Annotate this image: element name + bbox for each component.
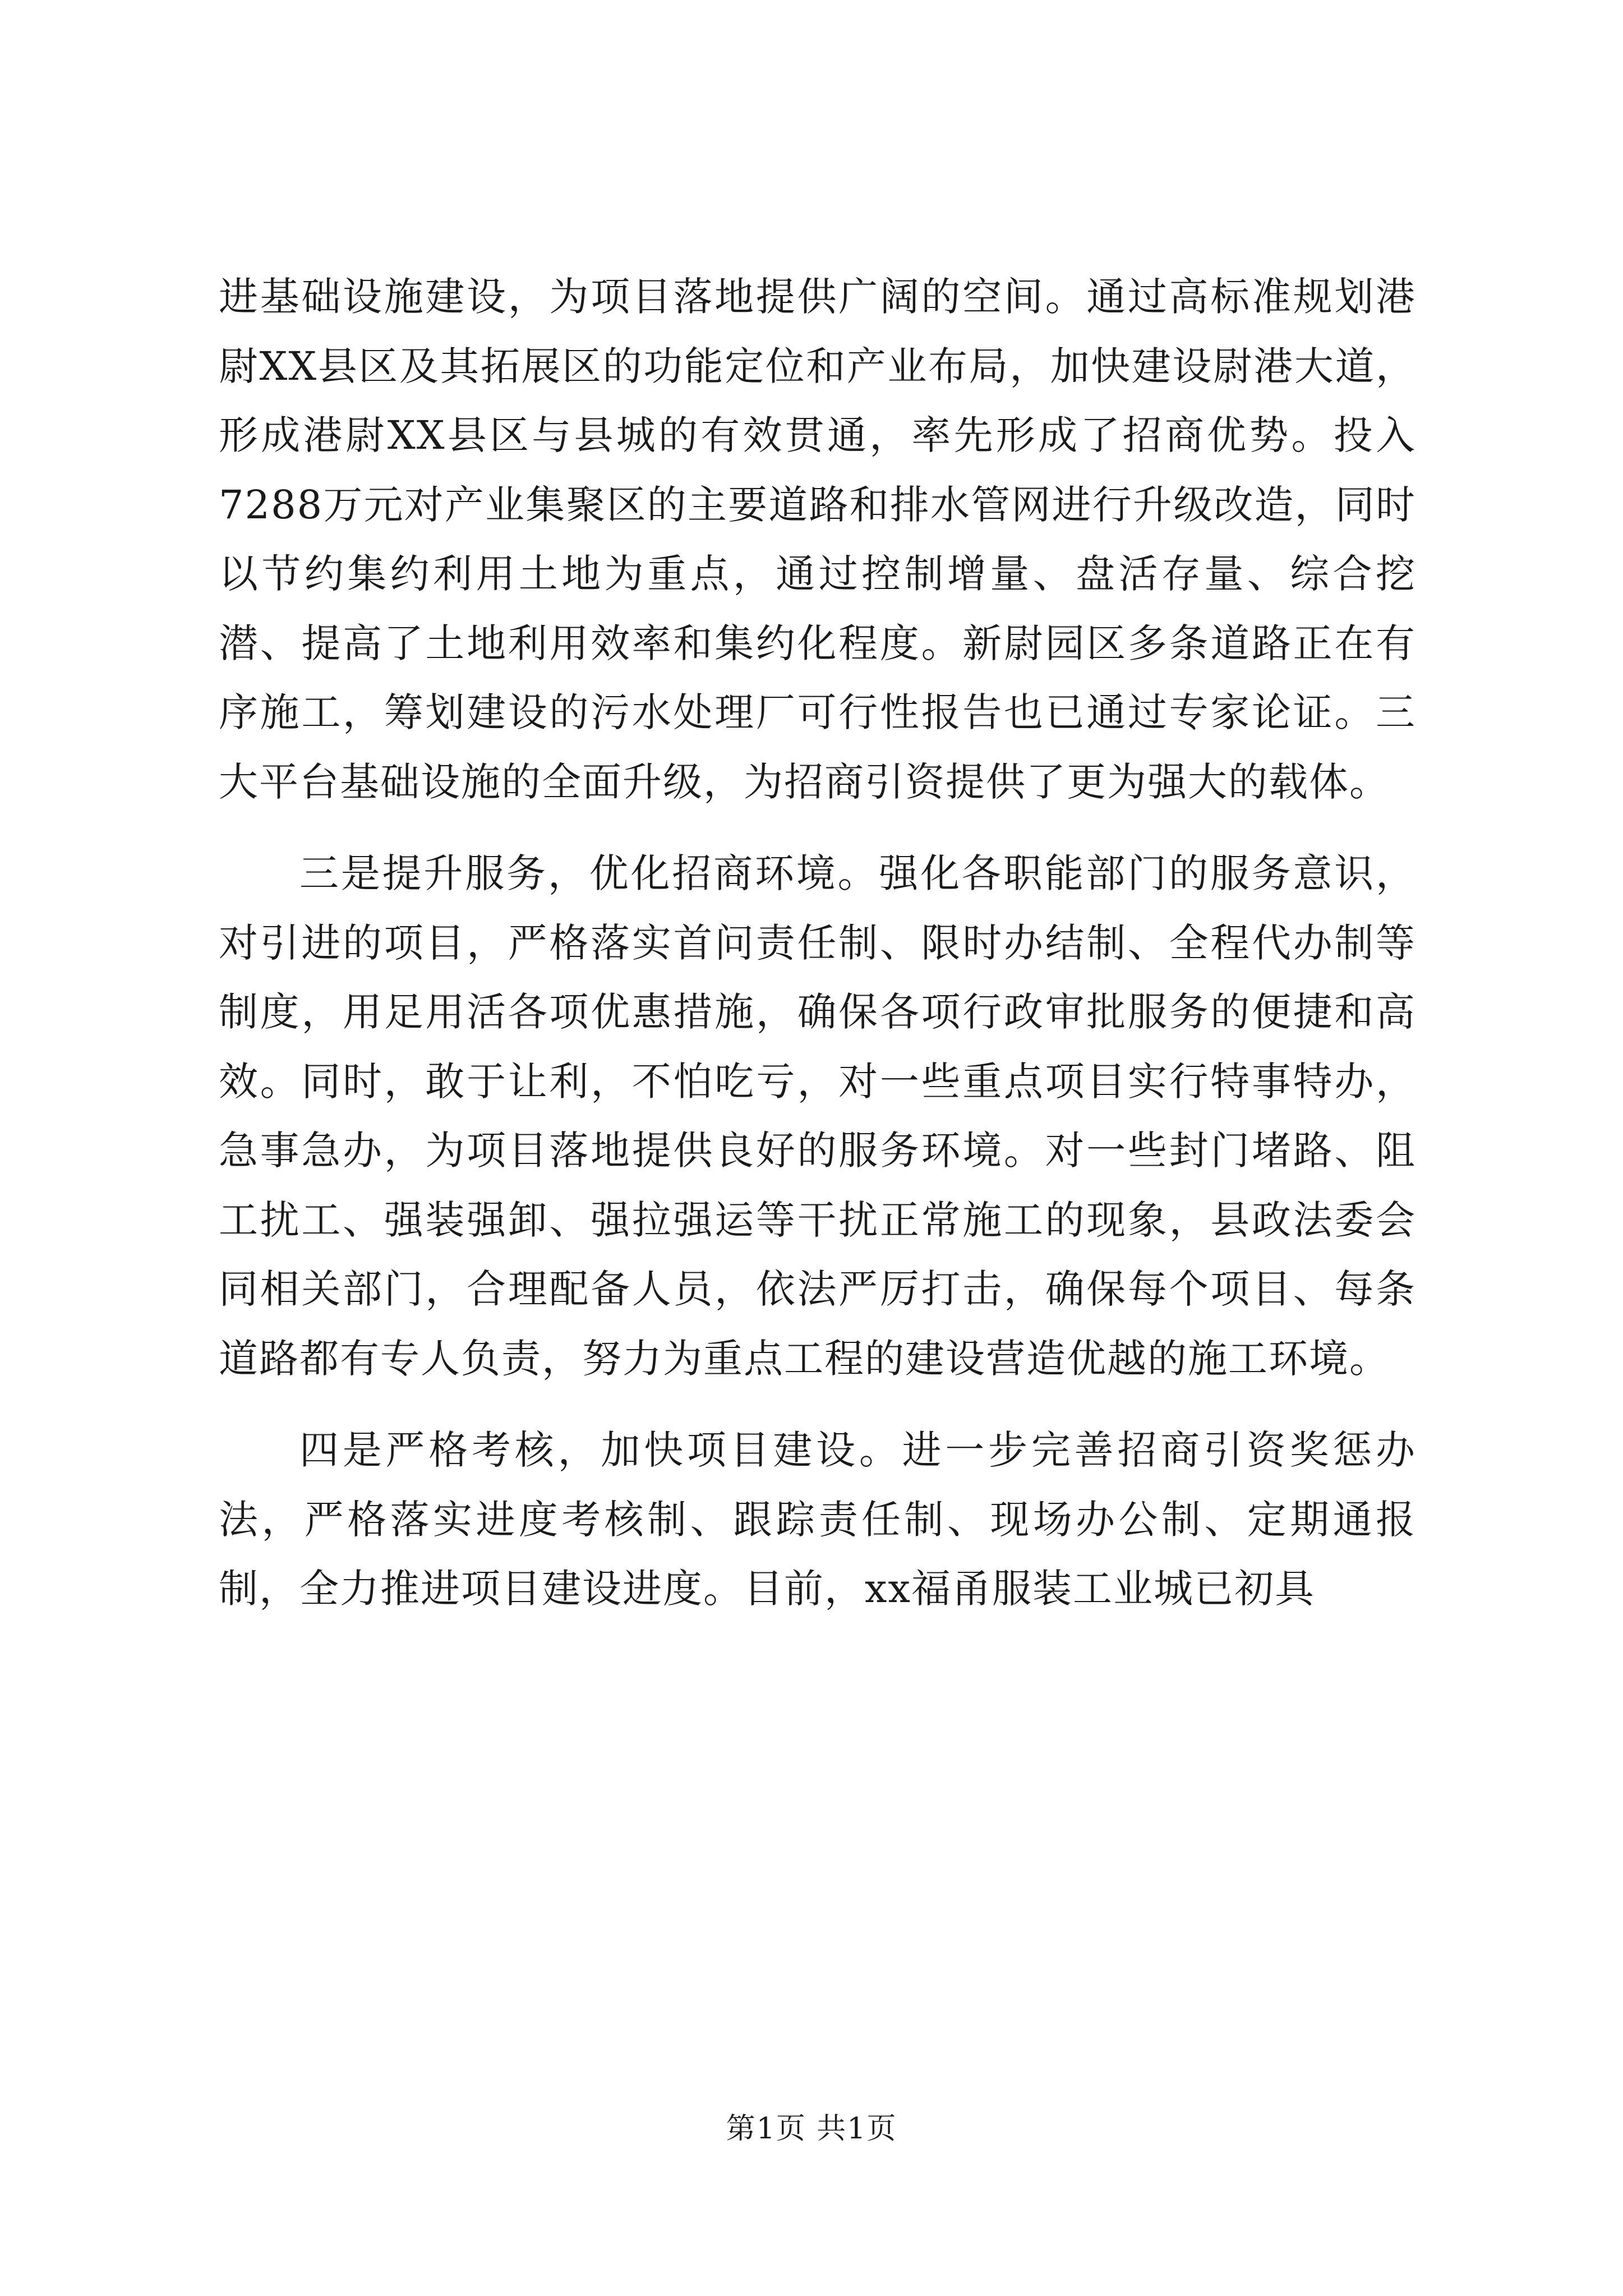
page-footer: 第1页 共1页 [726,2112,897,2146]
paragraph-service: 三是提升服务，优化招商环境。强化各职能部门的服务意识，对引进的项目，严格落实首问责任制、限时办结制、全程代办制等制度，用足用活各项优惠措施，确保各项行政审批服务的便捷和高效。同时，敢于让利，不怕吃亏，对一些重点项目实行特事特办，急事急办，为项目落地提供良好的服务环境。对一些封门堵路、阻工扰工、强装强卸、强拉强运等干扰正常施工的现象，县政法委会同相关部门，合理配备人员，依法严厉打击，确保每个项目、每条道路都有专人负责，努力为重点工程的建设营造优越的施工环境。 [219,850,1416,1382]
paragraph-infrastructure: 进基础设施建设，为项目落地提供广阔的空间。通过高标准规划港尉XX县区及其拓展区的功能定位和产业布局，加快建设尉港大道，形成港尉XX县区与县城的有效贯通，率先形成了招商优势。投入7288万元对产业集聚区的主要道路和排水管网进行升级改造，同时以节约集约利用土地为重点，通过控制增量、盘活存量、综合挖潜、提高了土地利用效率和集约化程度。新尉园区多条道路正在有序施工，筹划建设的污水处理厂可行性报告也已通过专家论证。三大平台基础设施的全面升级，为招商引资提供了更为强大的载体。 [219,274,1416,805]
paragraph-assessment: 四是严格考核，加快项目建设。进一步完善招商引资奖惩办法，严格落实进度考核制、跟踪责任制、现场办公制、定期通报制，全力推进项目建设进度。目前，xx福甬服装工业城已初具 [219,1427,1416,1612]
document-body [219,263,1416,1624]
